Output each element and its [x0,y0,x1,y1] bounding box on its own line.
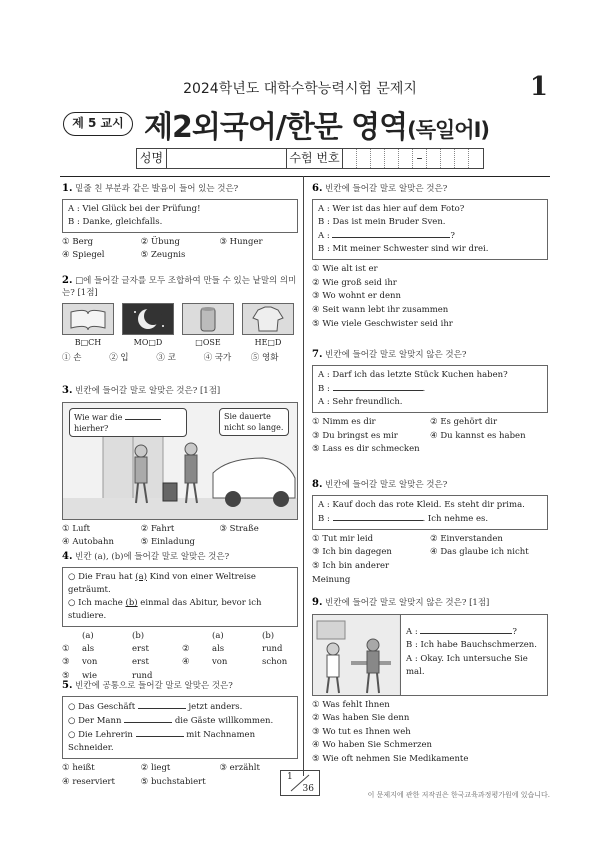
option-4[interactable]: ④ Wo haben Sie Schmerzen [312,740,432,751]
sentence-box [62,696,298,760]
exam-number-cell[interactable] [441,149,455,168]
question-mark: ? [512,626,517,637]
option-cell: als [212,643,225,654]
exam-number-cell[interactable] [469,149,483,168]
option-3[interactable]: ③ Straße [219,523,259,534]
dialog-line: A : Kauf doch das rote Kleid. Es steht dir prima. [318,499,525,510]
sentence-text: Kind von einer Weltreise geträumt. [68,571,256,595]
dialog-line [318,382,542,396]
option-2[interactable]: ② Einverstanden [430,533,503,544]
dialog-line: B : Das ist mein Bruder Sven. [318,216,446,227]
question-text: 빈칸에 들어갈 말로 알맞은 것은? [1점] [75,386,221,396]
column-header-b: (b) [132,631,145,642]
doctor-dialog-box [312,614,548,696]
sentence-text: ○ Die Lehrerin [68,729,133,740]
option-3[interactable]: ③ Hunger [219,236,263,247]
answer-options [62,523,298,550]
question-text: 빈칸에 들어갈 말로 알맞지 않은 것은? [325,350,467,360]
option-5[interactable]: ⑤ buchstabiert [140,776,206,787]
question-number: 3. [62,385,73,396]
doctor-patient-illustration [313,615,401,695]
blank-line [333,382,423,391]
dialog-box [312,365,548,414]
sentence-line [68,728,292,755]
question-title [62,384,298,398]
option-marker[interactable]: ④ [182,657,190,668]
blank-line [125,411,161,420]
question-number: 1. [62,183,73,194]
exam-number-cell[interactable] [343,149,357,168]
sentence-text: die Gäste willkommen. [174,715,274,726]
dialog-speaker: B : [318,513,330,524]
option-cell: schon [262,657,288,668]
bubble-text: Wie war die [74,412,123,422]
question-text: 빈칸에 들어갈 말로 알맞은 것은? [325,480,448,490]
question-number: 7. [312,349,323,360]
option-2[interactable]: ② Was haben Sie denn [312,713,410,724]
blank-b: (b) [125,597,138,608]
option-4[interactable]: ④ Das glaube ich nicht [430,547,529,558]
current-page: 1 [287,772,293,782]
answer-options [62,762,298,789]
option-2[interactable]: ② Fahrt [140,523,175,534]
picture-label: HE□D [254,337,282,347]
bubble-text: hierher? [74,423,109,433]
question-text: □에 들어갈 글자를 모두 조합하여 만들 수 있는 낱말의 의미는? [1점] [62,276,297,298]
exam-number-label: 수험 번호 [287,149,343,168]
exam-number-cell[interactable] [371,149,385,168]
question-6 [312,182,548,331]
dialog-line: B : Ich habe Bauchschmerzen. [406,640,537,651]
question-8 [312,478,548,587]
picture-label: □OSE [195,337,221,347]
question-title [312,596,548,610]
exam-number-cell[interactable] [357,149,371,168]
question-4 [62,550,298,683]
option-3[interactable]: ③ erzählt [219,763,260,774]
can-illustration [182,303,234,335]
dialog-line: B : Mit meiner Schwester sind wir drei. [318,244,489,255]
exam-number-cell[interactable] [399,149,413,168]
header-divider [60,176,550,177]
blank-line [420,625,512,634]
question-title [312,182,548,196]
speech-bubble-right: Sie dauerte nicht so lange. [219,408,289,436]
option-5[interactable]: ⑤ Ich bin anderer Meinung [312,561,390,585]
option-5[interactable]: ⑤ 영화 [250,352,279,363]
page-number: 1 [529,72,548,102]
option-2[interactable]: ② Übung [140,236,180,247]
dialog-box [62,199,298,233]
answer-options [312,533,548,587]
subject-sub: (독일어Ⅰ) [407,118,489,142]
question-number: 9. [312,597,323,608]
exam-number-cell[interactable] [427,149,441,168]
sentence-line [68,700,292,714]
option-1[interactable]: ① heißt [62,763,95,774]
question-number: 4. [62,551,73,562]
option-1[interactable]: ① Wie alt ist er [312,264,378,275]
sentence-line [68,714,292,728]
dialog-speaker: A : [318,230,330,241]
option-marker[interactable]: ① [62,643,70,654]
question-5 [62,679,298,789]
answer-table-header [62,631,298,642]
blank-a: (a) [135,571,147,582]
question-text: 밑줄 친 부분과 같은 발음이 들어 있는 것은? [75,184,239,194]
exam-number-dash: – [413,149,427,168]
option-cell: erst [132,657,149,668]
exam-title: 2024학년도 대학수학능력시험 문제지 [183,81,417,97]
option-1[interactable]: ① Nimm es dir [312,417,376,428]
option-4[interactable]: ④ Spiegel [62,250,105,261]
option-2[interactable]: ② 입 [109,352,129,363]
column-header-b: (b) [262,631,275,642]
option-4[interactable]: ④ 국가 [203,352,232,363]
question-2 [62,274,298,365]
question-text: 빈칸에 공통으로 들어갈 말로 알맞은 것은? [75,681,233,691]
sentence-line [68,597,292,623]
option-5[interactable]: ⑤ Einladung [140,537,195,548]
option-3[interactable]: ③ Ich bin dagegen [312,547,392,558]
answer-options [312,263,548,331]
total-pages: 36 [302,784,314,794]
sentence-text: mit Nachnamen Schneider. [68,729,256,754]
option-3[interactable]: ③ 코 [156,352,176,363]
question-text: 빈칸 (a), (b)에 들어갈 말로 알맞은 것은? [75,552,230,562]
picture-item [62,303,114,349]
question-title [62,274,298,299]
session-badge: 제 5 교시 [63,112,133,136]
answer-options [312,699,548,767]
blank-line [333,512,423,521]
shirt-illustration [242,303,294,335]
column-header-a: (a) [212,631,224,642]
page-indicator [280,770,320,796]
question-9 [312,596,548,766]
option-cell: wie [82,670,98,681]
blank-line [332,229,450,238]
picture-row [62,303,298,349]
option-cell: rund [262,643,283,654]
sentence-line [68,571,292,597]
option-cell: von [82,657,98,668]
option-2[interactable]: ② Es gehört dir [430,417,498,428]
dialog-line [318,229,542,243]
question-number: 2. [62,275,73,286]
blank-line [136,728,184,737]
blank-line [138,700,186,709]
option-5[interactable]: ⑤ Zeugnis [140,250,186,261]
option-4[interactable]: ④ reserviert [62,776,115,787]
option-3[interactable]: ③ Du bringst es mir [312,430,398,441]
dialog-line: A : Wer ist das hier auf dem Foto? [318,203,465,214]
dialog-text: . Ich nehme es. [422,513,489,524]
column-header-a: (a) [82,631,94,642]
dialog-speaker: A : [406,626,418,637]
picture-item [182,303,234,349]
option-4[interactable]: ④ Du kannst es haben [430,430,526,441]
picture-item [122,303,174,349]
dialog-line [318,512,542,526]
dialog-line: A : Darf ich das letzte Stück Kuchen haben? [318,369,508,380]
option-5[interactable]: ⑤ Wie oft nehmen Sie Medikamente [312,753,469,764]
option-1[interactable]: ① 손 [62,352,82,363]
option-cell: von [212,657,228,668]
dialog-speaker: B : [318,383,330,394]
column-divider [303,176,304,776]
dialog-line [406,625,542,640]
blank-line [124,714,172,723]
picture-label: MO□D [133,337,163,347]
question-number: 8. [312,479,323,490]
option-4[interactable]: ④ Autobahn [62,537,114,548]
answer-options [62,352,298,366]
option-1[interactable]: ① Berg [62,236,94,247]
answer-table [62,643,298,684]
period: . [422,383,426,394]
question-text: 빈칸에 들어갈 말로 알맞지 않은 것은? [1점] [325,598,490,608]
picture-label: B□CH [74,337,102,347]
copyright-note: 이 문제지에 관한 저작권은 한국교육과정평가원에 있습니다. [367,791,550,799]
question-title [62,550,298,564]
question-title [62,679,298,693]
answer-options [62,236,298,263]
dialog-line: B : Danke, gleichfalls. [68,216,163,227]
dialog-line: A : Sehr freundlich. [318,396,403,407]
moon-illustration [122,303,174,335]
question-text: 빈칸에 들어갈 말로 알맞은 것은? [325,184,448,194]
name-field[interactable] [167,149,287,168]
option-marker[interactable]: ⑤ [62,670,70,681]
question-title [62,182,298,196]
option-1[interactable]: ① Tut mir leid [312,533,374,544]
option-3[interactable]: ③ Wo tut es Ihnen weh [312,726,411,737]
option-3[interactable]: ③ Wo wohnt er denn [312,291,401,302]
option-marker[interactable]: ③ [62,657,70,668]
option-2[interactable]: ② liegt [140,763,171,774]
question-title [312,348,548,362]
option-1[interactable]: ① Was fehlt Ihnen [312,699,390,710]
sentence-text: ○ Das Geschäft [68,701,136,712]
sentence-text: ○ Ich mache [68,597,123,608]
option-5[interactable]: ⑤ Lass es dir schmecken [312,444,420,455]
question-mark: ? [450,230,455,241]
exam-number-cell[interactable] [455,149,469,168]
dialog-box [312,495,548,530]
book-illustration [62,303,114,335]
sentence-text: jetzt anders. [188,701,243,712]
candidate-info-row [136,148,484,169]
question-number: 5. [62,680,73,691]
dialog-line: A : Viel Glück bei der Prüfung! [68,203,201,214]
sentence-text: einmal das Abitur, bevor ich studiere. [68,597,262,622]
dialog-box [312,199,548,261]
subject-title [144,102,489,146]
option-cell: rund [132,670,153,681]
exam-number-cell[interactable] [385,149,399,168]
dialog-text-area [401,615,547,695]
name-label: 성명 [137,149,167,168]
question-7 [312,348,548,457]
speech-bubble-left [69,408,187,437]
sentence-text: ○ Die Frau hat [68,571,133,582]
option-4[interactable]: ④ Seit wann lebt ihr zusammen [312,304,449,315]
option-1[interactable]: ① Luft [62,523,91,534]
option-5[interactable]: ⑤ Wie viele Geschwister seid ihr [312,318,453,329]
dialog-line: A : Okay. Ich untersuche Sie mal. [406,653,528,678]
sentence-text: ○ Der Mann [68,715,122,726]
sentence-box [62,567,298,628]
question-title [312,478,548,492]
question-3 [62,384,298,550]
option-2[interactable]: ② Wie groß seid ihr [312,277,397,288]
option-cell: als [82,643,95,654]
airport-scene-illustration [62,402,298,520]
option-marker[interactable]: ② [182,643,190,654]
question-number: 6. [312,183,323,194]
question-1 [62,182,298,263]
subject-main: 제2외국어/한문 영역 [144,110,408,145]
option-cell: erst [132,643,149,654]
answer-options [312,416,548,457]
picture-item [242,303,294,349]
